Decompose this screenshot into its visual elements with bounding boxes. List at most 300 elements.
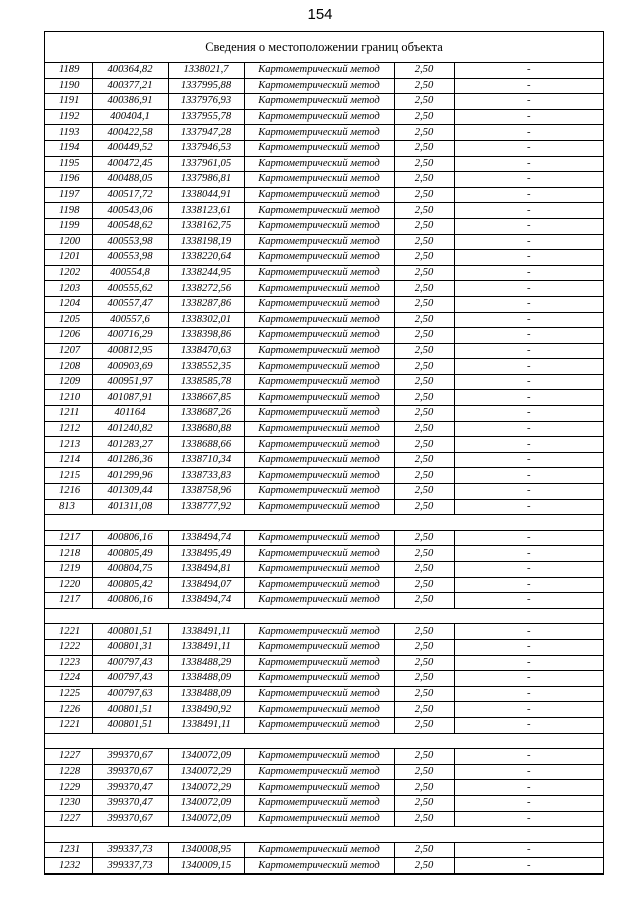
y-coordinate-cell: 1338021,7 <box>168 63 244 78</box>
y-coordinate-cell: 1338287,86 <box>168 296 244 312</box>
y-coordinate-cell: 1338494,74 <box>168 593 244 609</box>
x-coordinate-cell: 401087,91 <box>92 390 168 406</box>
point-number-cell: 1214 <box>45 452 92 468</box>
accuracy-cell: 2,50 <box>394 546 454 562</box>
method-cell: Картометрический метод <box>244 78 394 94</box>
point-number-cell: 1232 <box>45 858 92 874</box>
table-row <box>45 811 603 827</box>
accuracy-cell: 2,50 <box>394 203 454 219</box>
table-row <box>45 686 603 702</box>
table-title: Сведения о местоположении границ объекта <box>45 32 603 63</box>
accuracy-cell: 2,50 <box>394 359 454 375</box>
description-cell: - <box>454 499 603 515</box>
group-separator-cell <box>45 827 603 843</box>
accuracy-cell: 2,50 <box>394 406 454 422</box>
x-coordinate-cell: 400557,6 <box>92 312 168 328</box>
y-coordinate-cell: 1338123,61 <box>168 203 244 219</box>
y-coordinate-cell: 1338490,92 <box>168 702 244 718</box>
description-cell: - <box>454 546 603 562</box>
table-row <box>45 562 603 578</box>
accuracy-cell: 2,50 <box>394 577 454 593</box>
coordinates-table <box>45 63 603 874</box>
x-coordinate-cell: 400716,29 <box>92 328 168 344</box>
description-cell: - <box>454 265 603 281</box>
y-coordinate-cell: 1338491,11 <box>168 624 244 640</box>
point-number-cell: 1221 <box>45 624 92 640</box>
y-coordinate-cell: 1337986,81 <box>168 172 244 188</box>
accuracy-cell: 2,50 <box>394 795 454 811</box>
y-coordinate-cell: 1338244,95 <box>168 265 244 281</box>
x-coordinate-cell: 400804,75 <box>92 562 168 578</box>
group-separator-cell <box>45 515 603 531</box>
x-coordinate-cell: 400472,45 <box>92 156 168 172</box>
table-row <box>45 842 603 858</box>
table-row <box>45 639 603 655</box>
y-coordinate-cell: 1338220,64 <box>168 250 244 266</box>
accuracy-cell: 2,50 <box>394 281 454 297</box>
accuracy-cell: 2,50 <box>394 328 454 344</box>
point-number-cell: 1217 <box>45 593 92 609</box>
method-cell: Картометрический метод <box>244 671 394 687</box>
method-cell: Картометрический метод <box>244 842 394 858</box>
method-cell: Картометрический метод <box>244 250 394 266</box>
x-coordinate-cell: 401311,08 <box>92 499 168 515</box>
table-row <box>45 234 603 250</box>
x-coordinate-cell: 400805,49 <box>92 546 168 562</box>
description-cell: - <box>454 296 603 312</box>
method-cell: Картометрический метод <box>244 562 394 578</box>
y-coordinate-cell: 1338494,07 <box>168 577 244 593</box>
point-number-cell: 813 <box>45 499 92 515</box>
point-number-cell: 1199 <box>45 218 92 234</box>
accuracy-cell: 2,50 <box>394 156 454 172</box>
point-number-cell: 1193 <box>45 125 92 141</box>
x-coordinate-cell: 400797,43 <box>92 655 168 671</box>
page-number: 154 <box>307 6 333 23</box>
method-cell: Картометрический метод <box>244 593 394 609</box>
y-coordinate-cell: 1338302,01 <box>168 312 244 328</box>
method-cell: Картометрический метод <box>244 530 394 546</box>
table-row <box>45 374 603 390</box>
y-coordinate-cell: 1338491,11 <box>168 717 244 733</box>
table-row <box>45 156 603 172</box>
x-coordinate-cell: 399370,47 <box>92 780 168 796</box>
table-row <box>45 78 603 94</box>
method-cell: Картометрический метод <box>244 702 394 718</box>
accuracy-cell: 2,50 <box>394 671 454 687</box>
table-row <box>45 312 603 328</box>
table-row <box>45 624 603 640</box>
description-cell: - <box>454 78 603 94</box>
method-cell: Картометрический метод <box>244 109 394 125</box>
description-cell: - <box>454 702 603 718</box>
y-coordinate-cell: 1338162,75 <box>168 218 244 234</box>
y-coordinate-cell: 1337976,93 <box>168 94 244 110</box>
description-cell: - <box>454 234 603 250</box>
point-number-cell: 1204 <box>45 296 92 312</box>
point-number-cell: 1190 <box>45 78 92 94</box>
table-row <box>45 109 603 125</box>
accuracy-cell: 2,50 <box>394 686 454 702</box>
accuracy-cell: 2,50 <box>394 593 454 609</box>
point-number-cell: 1201 <box>45 250 92 266</box>
table-row <box>45 858 603 874</box>
accuracy-cell: 2,50 <box>394 109 454 125</box>
x-coordinate-cell: 400557,47 <box>92 296 168 312</box>
x-coordinate-cell: 401283,27 <box>92 437 168 453</box>
y-coordinate-cell: 1338488,09 <box>168 671 244 687</box>
method-cell: Картометрический метод <box>244 811 394 827</box>
method-cell: Картометрический метод <box>244 639 394 655</box>
x-coordinate-cell: 400553,98 <box>92 234 168 250</box>
method-cell: Картометрический метод <box>244 795 394 811</box>
y-coordinate-cell: 1338470,63 <box>168 343 244 359</box>
description-cell: - <box>454 203 603 219</box>
group-separator-row <box>45 827 603 843</box>
description-cell: - <box>454 343 603 359</box>
y-coordinate-cell: 1340072,09 <box>168 795 244 811</box>
description-cell: - <box>454 63 603 78</box>
description-cell: - <box>454 780 603 796</box>
x-coordinate-cell: 401286,36 <box>92 452 168 468</box>
point-number-cell: 1209 <box>45 374 92 390</box>
group-separator-row <box>45 608 603 624</box>
description-cell: - <box>454 749 603 765</box>
x-coordinate-cell: 400806,16 <box>92 593 168 609</box>
point-number-cell: 1189 <box>45 63 92 78</box>
group-separator-cell <box>45 733 603 749</box>
point-number-cell: 1227 <box>45 811 92 827</box>
table-row <box>45 577 603 593</box>
point-number-cell: 1230 <box>45 795 92 811</box>
y-coordinate-cell: 1338552,35 <box>168 359 244 375</box>
table-row <box>45 390 603 406</box>
x-coordinate-cell: 400553,98 <box>92 250 168 266</box>
point-number-cell: 1228 <box>45 764 92 780</box>
accuracy-cell: 2,50 <box>394 437 454 453</box>
y-coordinate-cell: 1340072,29 <box>168 764 244 780</box>
table-row <box>45 172 603 188</box>
y-coordinate-cell: 1337955,78 <box>168 109 244 125</box>
x-coordinate-cell: 400812,95 <box>92 343 168 359</box>
description-cell: - <box>454 639 603 655</box>
x-coordinate-cell: 400806,16 <box>92 530 168 546</box>
x-coordinate-cell: 400386,91 <box>92 94 168 110</box>
description-cell: - <box>454 593 603 609</box>
point-number-cell: 1205 <box>45 312 92 328</box>
method-cell: Картометрический метод <box>244 156 394 172</box>
accuracy-cell: 2,50 <box>394 187 454 203</box>
description-cell: - <box>454 452 603 468</box>
y-coordinate-cell: 1338494,81 <box>168 562 244 578</box>
description-cell: - <box>454 390 603 406</box>
description-cell: - <box>454 125 603 141</box>
accuracy-cell: 2,50 <box>394 858 454 874</box>
description-cell: - <box>454 858 603 874</box>
table-row <box>45 328 603 344</box>
method-cell: Картометрический метод <box>244 328 394 344</box>
method-cell: Картометрический метод <box>244 749 394 765</box>
x-coordinate-cell: 400554,8 <box>92 265 168 281</box>
accuracy-cell: 2,50 <box>394 530 454 546</box>
x-coordinate-cell: 400404,1 <box>92 109 168 125</box>
table-row <box>45 452 603 468</box>
x-coordinate-cell: 399370,67 <box>92 749 168 765</box>
point-number-cell: 1217 <box>45 530 92 546</box>
y-coordinate-cell: 1340072,09 <box>168 811 244 827</box>
accuracy-cell: 2,50 <box>394 312 454 328</box>
method-cell: Картометрический метод <box>244 140 394 156</box>
table-row <box>45 530 603 546</box>
x-coordinate-cell: 399370,67 <box>92 811 168 827</box>
y-coordinate-cell: 1338680,88 <box>168 421 244 437</box>
x-coordinate-cell: 400801,51 <box>92 717 168 733</box>
description-cell: - <box>454 250 603 266</box>
method-cell: Картометрический метод <box>244 780 394 796</box>
accuracy-cell: 2,50 <box>394 421 454 437</box>
description-cell: - <box>454 328 603 344</box>
point-number-cell: 1222 <box>45 639 92 655</box>
table-row <box>45 140 603 156</box>
table-row <box>45 671 603 687</box>
method-cell: Картометрический метод <box>244 468 394 484</box>
description-cell: - <box>454 312 603 328</box>
table-row <box>45 484 603 500</box>
x-coordinate-cell: 400364,82 <box>92 63 168 78</box>
group-separator-cell <box>45 608 603 624</box>
x-coordinate-cell: 400517,72 <box>92 187 168 203</box>
description-cell: - <box>454 374 603 390</box>
point-number-cell: 1229 <box>45 780 92 796</box>
table-row <box>45 296 603 312</box>
point-number-cell: 1192 <box>45 109 92 125</box>
accuracy-cell: 2,50 <box>394 172 454 188</box>
description-cell: - <box>454 359 603 375</box>
description-cell: - <box>454 406 603 422</box>
y-coordinate-cell: 1338733,83 <box>168 468 244 484</box>
accuracy-cell: 2,50 <box>394 499 454 515</box>
y-coordinate-cell: 1340072,29 <box>168 780 244 796</box>
x-coordinate-cell: 399370,67 <box>92 764 168 780</box>
point-number-cell: 1195 <box>45 156 92 172</box>
point-number-cell: 1231 <box>45 842 92 858</box>
description-cell: - <box>454 109 603 125</box>
method-cell: Картометрический метод <box>244 234 394 250</box>
accuracy-cell: 2,50 <box>394 78 454 94</box>
x-coordinate-cell: 400801,31 <box>92 639 168 655</box>
method-cell: Картометрический метод <box>244 437 394 453</box>
method-cell: Картометрический метод <box>244 390 394 406</box>
x-coordinate-cell: 400951,97 <box>92 374 168 390</box>
x-coordinate-cell: 401299,96 <box>92 468 168 484</box>
table-row <box>45 437 603 453</box>
y-coordinate-cell: 1338272,56 <box>168 281 244 297</box>
method-cell: Картометрический метод <box>244 63 394 78</box>
y-coordinate-cell: 1340008,95 <box>168 842 244 858</box>
point-number-cell: 1216 <box>45 484 92 500</box>
table-row <box>45 281 603 297</box>
table-row <box>45 187 603 203</box>
point-number-cell: 1223 <box>45 655 92 671</box>
table-row <box>45 655 603 671</box>
accuracy-cell: 2,50 <box>394 764 454 780</box>
y-coordinate-cell: 1338710,34 <box>168 452 244 468</box>
method-cell: Картометрический метод <box>244 686 394 702</box>
method-cell: Картометрический метод <box>244 374 394 390</box>
point-number-cell: 1198 <box>45 203 92 219</box>
table-row <box>45 203 603 219</box>
accuracy-cell: 2,50 <box>394 125 454 141</box>
y-coordinate-cell: 1338398,86 <box>168 328 244 344</box>
table-row <box>45 593 603 609</box>
accuracy-cell: 2,50 <box>394 218 454 234</box>
method-cell: Картометрический метод <box>244 312 394 328</box>
description-cell: - <box>454 140 603 156</box>
description-cell: - <box>454 218 603 234</box>
point-number-cell: 1220 <box>45 577 92 593</box>
method-cell: Картометрический метод <box>244 218 394 234</box>
method-cell: Картометрический метод <box>244 94 394 110</box>
method-cell: Картометрический метод <box>244 265 394 281</box>
y-coordinate-cell: 1337961,05 <box>168 156 244 172</box>
x-coordinate-cell: 399337,73 <box>92 842 168 858</box>
table-row <box>45 702 603 718</box>
point-number-cell: 1208 <box>45 359 92 375</box>
y-coordinate-cell: 1338758,96 <box>168 484 244 500</box>
y-coordinate-cell: 1338491,11 <box>168 639 244 655</box>
point-number-cell: 1224 <box>45 671 92 687</box>
method-cell: Картометрический метод <box>244 296 394 312</box>
point-number-cell: 1207 <box>45 343 92 359</box>
point-number-cell: 1203 <box>45 281 92 297</box>
description-cell: - <box>454 811 603 827</box>
x-coordinate-cell: 399337,73 <box>92 858 168 874</box>
x-coordinate-cell: 400903,69 <box>92 359 168 375</box>
accuracy-cell: 2,50 <box>394 265 454 281</box>
method-cell: Картометрический метод <box>244 281 394 297</box>
accuracy-cell: 2,50 <box>394 639 454 655</box>
accuracy-cell: 2,50 <box>394 140 454 156</box>
description-cell: - <box>454 281 603 297</box>
point-number-cell: 1226 <box>45 702 92 718</box>
x-coordinate-cell: 401164 <box>92 406 168 422</box>
description-cell: - <box>454 764 603 780</box>
method-cell: Картометрический метод <box>244 187 394 203</box>
point-number-cell: 1212 <box>45 421 92 437</box>
group-separator-row <box>45 733 603 749</box>
accuracy-cell: 2,50 <box>394 780 454 796</box>
point-number-cell: 1191 <box>45 94 92 110</box>
description-cell: - <box>454 530 603 546</box>
description-cell: - <box>454 842 603 858</box>
x-coordinate-cell: 400422,58 <box>92 125 168 141</box>
description-cell: - <box>454 94 603 110</box>
x-coordinate-cell: 399370,47 <box>92 795 168 811</box>
description-cell: - <box>454 655 603 671</box>
accuracy-cell: 2,50 <box>394 562 454 578</box>
table-row <box>45 94 603 110</box>
description-cell: - <box>454 437 603 453</box>
table-row <box>45 265 603 281</box>
table-row <box>45 780 603 796</box>
y-coordinate-cell: 1338495,49 <box>168 546 244 562</box>
point-number-cell: 1218 <box>45 546 92 562</box>
point-number-cell: 1202 <box>45 265 92 281</box>
point-number-cell: 1215 <box>45 468 92 484</box>
y-coordinate-cell: 1337995,88 <box>168 78 244 94</box>
accuracy-cell: 2,50 <box>394 63 454 78</box>
method-cell: Картометрический метод <box>244 125 394 141</box>
point-number-cell: 1210 <box>45 390 92 406</box>
description-cell: - <box>454 624 603 640</box>
description-cell: - <box>454 172 603 188</box>
accuracy-cell: 2,50 <box>394 374 454 390</box>
method-cell: Картометрический метод <box>244 484 394 500</box>
accuracy-cell: 2,50 <box>394 702 454 718</box>
table-row <box>45 468 603 484</box>
point-number-cell: 1194 <box>45 140 92 156</box>
accuracy-cell: 2,50 <box>394 468 454 484</box>
accuracy-cell: 2,50 <box>394 484 454 500</box>
table-row <box>45 717 603 733</box>
y-coordinate-cell: 1338044,91 <box>168 187 244 203</box>
method-cell: Картометрический метод <box>244 406 394 422</box>
x-coordinate-cell: 400555,62 <box>92 281 168 297</box>
y-coordinate-cell: 1338198,19 <box>168 234 244 250</box>
y-coordinate-cell: 1337947,28 <box>168 125 244 141</box>
x-coordinate-cell: 400377,21 <box>92 78 168 94</box>
coordinates-table-body <box>45 63 603 873</box>
method-cell: Картометрический метод <box>244 717 394 733</box>
description-cell: - <box>454 686 603 702</box>
point-number-cell: 1227 <box>45 749 92 765</box>
method-cell: Картометрический метод <box>244 546 394 562</box>
x-coordinate-cell: 401309,44 <box>92 484 168 500</box>
method-cell: Картометрический метод <box>244 499 394 515</box>
method-cell: Картометрический метод <box>244 343 394 359</box>
point-number-cell: 1213 <box>45 437 92 453</box>
point-number-cell: 1200 <box>45 234 92 250</box>
table-row <box>45 359 603 375</box>
x-coordinate-cell: 400449,52 <box>92 140 168 156</box>
method-cell: Картометрический метод <box>244 359 394 375</box>
boundary-table <box>44 31 604 875</box>
y-coordinate-cell: 1338667,85 <box>168 390 244 406</box>
table-row <box>45 250 603 266</box>
method-cell: Картометрический метод <box>244 452 394 468</box>
x-coordinate-cell: 400548,62 <box>92 218 168 234</box>
description-cell: - <box>454 468 603 484</box>
accuracy-cell: 2,50 <box>394 811 454 827</box>
accuracy-cell: 2,50 <box>394 343 454 359</box>
x-coordinate-cell: 400488,05 <box>92 172 168 188</box>
method-cell: Картометрический метод <box>244 655 394 671</box>
accuracy-cell: 2,50 <box>394 624 454 640</box>
method-cell: Картометрический метод <box>244 421 394 437</box>
y-coordinate-cell: 1337946,53 <box>168 140 244 156</box>
table-row <box>45 764 603 780</box>
accuracy-cell: 2,50 <box>394 717 454 733</box>
x-coordinate-cell: 400797,63 <box>92 686 168 702</box>
method-cell: Картометрический метод <box>244 172 394 188</box>
table-row <box>45 421 603 437</box>
accuracy-cell: 2,50 <box>394 452 454 468</box>
table-row <box>45 749 603 765</box>
table-row <box>45 406 603 422</box>
method-cell: Картометрический метод <box>244 624 394 640</box>
accuracy-cell: 2,50 <box>394 390 454 406</box>
accuracy-cell: 2,50 <box>394 655 454 671</box>
